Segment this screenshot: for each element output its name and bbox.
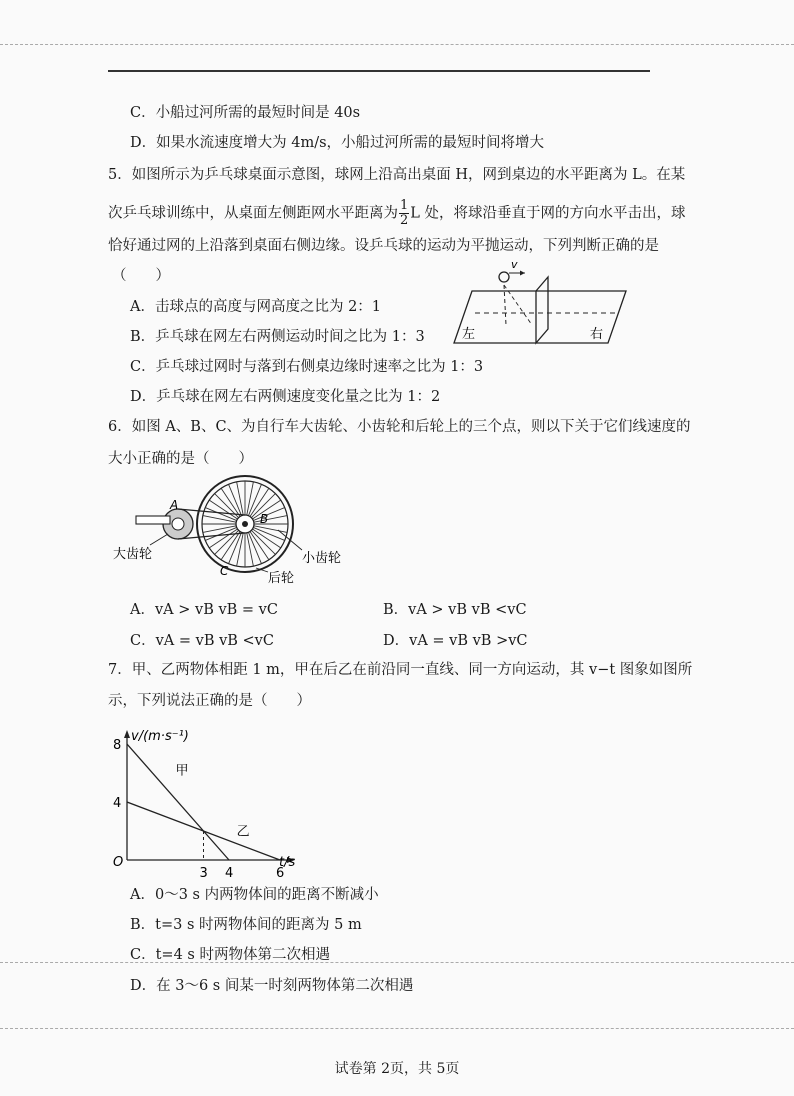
q6-option-b: B．vA > vB vB <vC <box>383 602 527 618</box>
spoke <box>229 484 242 515</box>
q5-stem-line3: 恰好通过网的上沿落到桌面右侧边缘。设乒乓球的运动为平抛运动，下列判断正确的是 <box>108 238 659 254</box>
spoke <box>229 532 242 563</box>
x-tick-label: 3 <box>199 866 208 881</box>
series-label-1: 甲 <box>175 763 189 779</box>
q6-option-d: D．vA = vB vB >vC <box>383 633 528 649</box>
q4-option-d: D．如果水流速度增大为 4m/s，小船过河所需的最短时间将增大 <box>130 135 545 151</box>
vt-chart <box>105 720 315 881</box>
ball-icon <box>499 272 509 282</box>
q7-stem-line1: 7．甲、乙两物体相距 1 m，甲在后乙在前沿同一直线、同一方向运动，其 v−t 图象如图所 <box>108 662 693 678</box>
small-gear-label: 小齿轮 <box>302 551 342 566</box>
bicycle-gear-figure <box>110 472 360 587</box>
q7-option-d: D．在 3～6 s 间某一时刻两物体第二次相遇 <box>130 978 414 994</box>
pedal-crank-icon <box>136 516 170 524</box>
y-axis-arrow <box>124 730 130 738</box>
q7-option-c: C．t=4 s 时两物体第二次相遇 <box>130 947 330 963</box>
header-rule <box>108 70 650 72</box>
q5-option-a: A．击球点的高度与网高度之比为 2：1 <box>130 299 382 315</box>
y-tick-label: 4 <box>113 796 122 811</box>
y-tick-label: 8 <box>113 738 122 753</box>
page-footer: 试卷第 2页，共 5页 <box>334 1061 460 1077</box>
x-axis-label: t/s <box>279 855 296 870</box>
spoke <box>248 484 261 515</box>
q5-option-b: B．乒乓球在网左右两侧运动时间之比为 1：3 <box>130 329 425 345</box>
q6-option-a: A．vA > vB vB = vC <box>130 602 278 618</box>
series-label-2: 乙 <box>236 824 250 840</box>
rear-wheel-label: 后轮 <box>268 571 295 586</box>
point-a-label: A <box>170 498 179 512</box>
spoke <box>247 482 254 515</box>
q7-option-b: B．t=3 s 时两物体间的距离为 5 m <box>130 917 362 933</box>
spoke <box>247 533 254 566</box>
q5-answer-paren: （ ） <box>112 268 170 284</box>
scan-artifact-line <box>0 962 794 963</box>
spoke <box>203 526 236 533</box>
x-tick-label: 4 <box>225 866 234 881</box>
scan-artifact-line <box>0 44 794 45</box>
q5-option-d: D．乒乓球在网左右两侧速度变化量之比为 1：2 <box>130 389 441 405</box>
q6-stem-line1: 6．如图 A、B、C、为自行车大齿轮、小齿轮和后轮上的三个点，则以下关于它们线速度的 <box>108 419 691 435</box>
spoke <box>254 526 287 533</box>
point-b-label: B <box>260 512 269 526</box>
y-axis-label: v/(m·s⁻¹) <box>131 729 189 744</box>
q7-option-a: A．0～3 s 内两物体间的距离不断减小 <box>130 887 379 903</box>
right-label: 右 <box>590 327 604 342</box>
series-line-1 <box>127 744 229 860</box>
q5-option-c: C．乒乓球过网时与落到右侧桌边缘时速率之比为 1：3 <box>130 359 484 375</box>
q6-option-c: C．vA = vB vB <vC <box>130 633 274 649</box>
big-gear-label: 大齿轮 <box>113 547 153 562</box>
velocity-label: v <box>511 258 518 271</box>
point-c-label: C <box>220 564 229 578</box>
fraction-half: $\frac{1}{2}$ <box>400 198 409 228</box>
x-tick-label: 6 <box>276 866 285 881</box>
ping-pong-table-figure <box>450 255 635 350</box>
spoke <box>237 482 244 515</box>
spoke <box>253 527 284 540</box>
scan-artifact-line <box>0 1028 794 1029</box>
spoke <box>248 532 261 563</box>
spoke <box>237 533 244 566</box>
origin-label: O <box>113 855 124 870</box>
spoke <box>253 508 284 521</box>
q5-stem-line1: 5．如图所示为乒乓球桌面示意图，球网上沿高出桌面 H，网到桌边的水平距离为 L。在某 <box>108 167 686 183</box>
q4-option-c: C．小船过河所需的最短时间是 40s <box>130 105 361 121</box>
left-label: 左 <box>462 327 476 342</box>
q6-stem-line2: 大小正确的是（ ） <box>108 451 253 467</box>
spoke <box>254 516 287 523</box>
rear-wheel-icon <box>197 476 293 572</box>
spoke <box>203 516 236 523</box>
q7-stem-line2: 示，下列说法正确的是（ ） <box>108 693 311 709</box>
q5-stem-line2: 次乒乓球训练中，从桌面左侧距网水平距离为 $\frac{1}{2}$ L 处，将球沿垂直于网的方向水平击出，球 <box>108 198 686 228</box>
